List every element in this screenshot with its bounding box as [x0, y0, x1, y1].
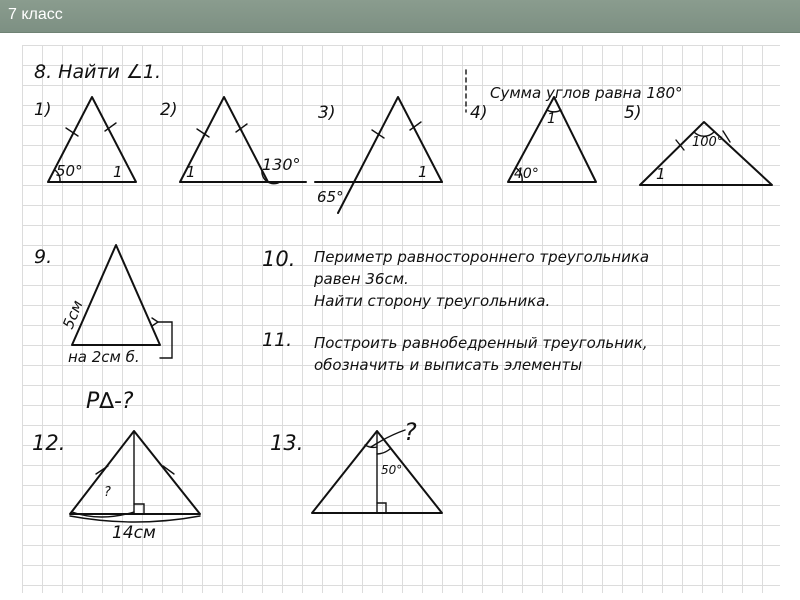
- fig2-label: 1: [186, 163, 196, 181]
- task8-heading: 8. Найти ∠1.: [34, 61, 162, 83]
- task12-number: 12.: [32, 431, 66, 455]
- fig2-angle: 130°: [262, 155, 301, 174]
- task9-triangle: [72, 245, 160, 345]
- task9-side-label: 5см: [59, 297, 87, 332]
- task9-number: 9.: [34, 246, 53, 268]
- fig5-number: 5): [624, 103, 642, 123]
- task9-question: P∆-?: [86, 389, 134, 414]
- fig2-number: 2): [160, 100, 178, 120]
- task13-right-arc: [377, 449, 390, 454]
- task13-number: 13.: [270, 431, 304, 455]
- fig1-number: 1): [34, 100, 52, 120]
- task9-arrow: [158, 322, 172, 358]
- task10-line1: Периметр равностороннего треугольника: [314, 248, 650, 266]
- task12-question: ?: [104, 485, 111, 500]
- fig4-top-label: 1: [547, 111, 556, 127]
- fig3-number: 3): [318, 103, 336, 123]
- fig1-label: 1: [113, 163, 123, 181]
- task10-line2: равен 36см.: [314, 270, 409, 288]
- task10-number: 10.: [262, 247, 296, 271]
- fig4-number: 4): [470, 103, 488, 123]
- fig3-label: 1: [418, 163, 428, 181]
- task11-line2: обозначить и выписать элементы: [314, 356, 583, 374]
- task12-base-label: 14см: [112, 523, 156, 543]
- task13-right-angle: [377, 503, 386, 513]
- fig5-angle: 100°: [692, 135, 724, 150]
- task11-line1: Построить равнобедренный треугольник,: [314, 334, 648, 352]
- fig5-label: 1: [656, 165, 666, 183]
- task8-note: Сумма углов равна 180°: [490, 84, 683, 102]
- fig4-angle: 40°: [514, 166, 539, 182]
- fig1-angle: 50°: [56, 162, 83, 180]
- task9-arrowhead: [152, 318, 158, 326]
- task13-angle: 50°: [381, 463, 403, 477]
- task9-base-note: на 2см б.: [68, 348, 140, 366]
- task11-number: 11.: [262, 329, 293, 351]
- task10-line3: Найти сторону треугольника.: [314, 292, 551, 310]
- fig3-sides: [338, 97, 442, 213]
- task12-right-angle: [134, 504, 144, 514]
- slide-title: 7 класс: [8, 6, 63, 23]
- fig3-angle: 65°: [317, 188, 344, 206]
- task12-triangle: [70, 431, 200, 514]
- task13-question: ?: [404, 418, 417, 446]
